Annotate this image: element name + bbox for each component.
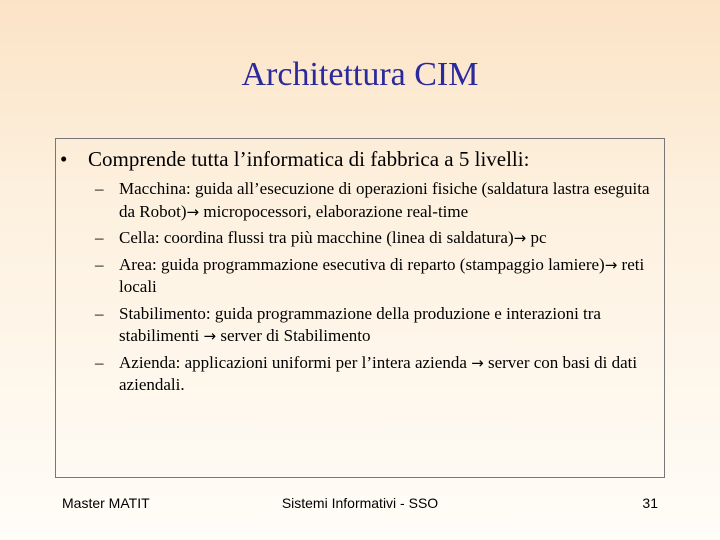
level-description: Stabilimento: guida programmazione della produzione e interazioni tra stabilimenti <box>119 303 601 345</box>
level-technology: pc <box>526 228 547 247</box>
dash-marker: – <box>95 303 104 323</box>
arrow-right-icon: → <box>513 229 527 247</box>
level-technology: micropocessori, elaborazione real-time <box>199 201 469 221</box>
level-technology: server di Stabilimento <box>216 326 371 345</box>
level-item-stabilimento <box>95 303 665 348</box>
footer-subject: Sistemi Informativi - SSO <box>281 495 439 511</box>
arrow-right-icon: → <box>604 255 618 274</box>
level-description: Macchina: guida all’esecuzione di operazioni fisiche (saldatura lastra eseguita da Robot) <box>119 179 650 221</box>
level-item-area <box>95 254 665 299</box>
level-description: Azienda: applicazioni uniformi per l’intera azienda <box>119 352 472 372</box>
bullet-marker: • <box>60 147 68 171</box>
level-item-azienda <box>95 352 665 397</box>
arrow-right-icon: → <box>203 327 217 345</box>
page-number: 31 <box>642 495 658 511</box>
level-description: Area: guida programmazione esecutiva di reparto (stampaggio lamiere) <box>119 254 605 274</box>
level-list <box>95 178 665 401</box>
slide-title: Architettura CIM <box>241 56 479 93</box>
dash-marker: – <box>95 254 104 274</box>
arrow-right-icon: → <box>471 353 484 372</box>
level-technology: server con basi di dati aziendali. <box>119 352 638 394</box>
footer-course: Master MATIT <box>62 495 150 511</box>
level-item-cella <box>95 227 665 250</box>
level-technology: reti locali <box>119 254 645 296</box>
dash-marker: – <box>95 179 104 198</box>
dash-marker: – <box>95 352 104 372</box>
dash-marker: – <box>95 228 104 247</box>
level-item-macchina <box>95 178 665 223</box>
level-description: Cella: coordina flussi tra più macchine (linea di saldatura) <box>119 228 514 247</box>
main-bullet-text: Comprende tutta l’informatica di fabbrica a 5 livelli: <box>88 147 530 171</box>
arrow-right-icon: → <box>186 202 200 221</box>
